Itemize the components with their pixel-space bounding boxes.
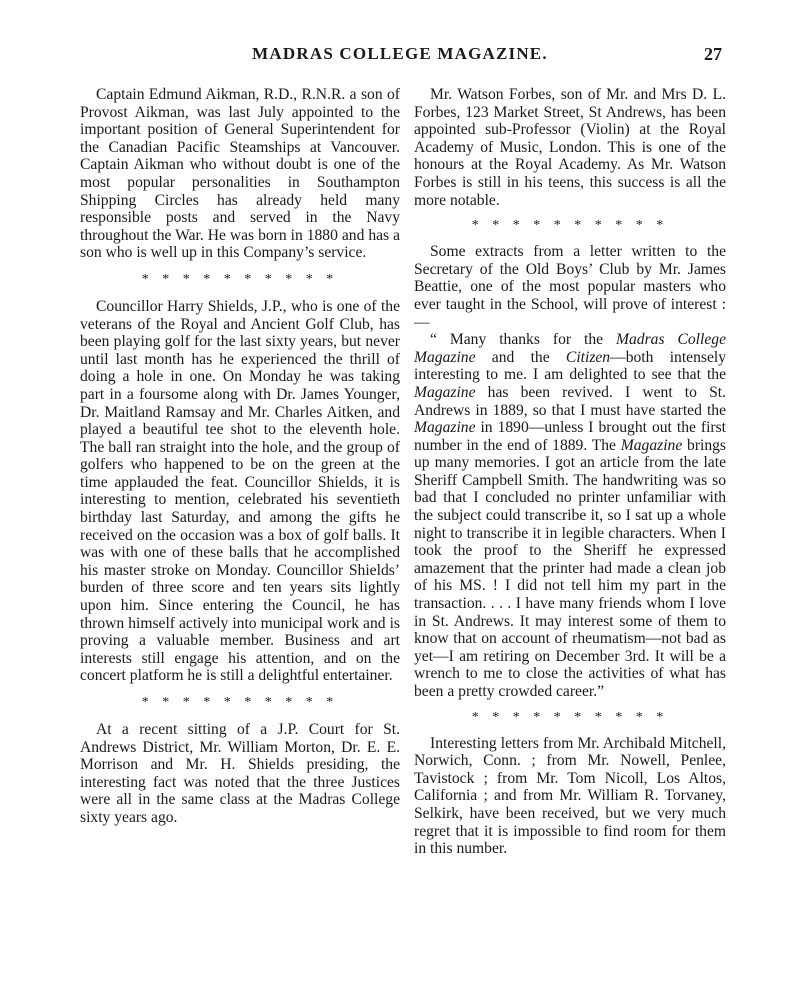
letter-text: has been revived. I went to St. Andrews in 1889, so that I must have started the xyxy=(414,383,726,419)
magazine-title: Madras College Magazine xyxy=(414,331,726,366)
right-column xyxy=(414,86,726,858)
citizen-title: Citizen xyxy=(565,348,611,366)
aikman-paragraph: Captain Edmund Aikman, R.D., R.N.R. a son of Provost Aikman, was last July appointed to the important position of General Superintendent for the Canadian Pacific Steamships at Vancouver. Captain Aikman who without doubt is one of the most popular personalities in Southampton Shipping Circles has already held many responsible posts and served in the Navy throughout the War. He was born in 1880 and has a son who is well up in this Company’s service. xyxy=(80,86,400,262)
beattie-letter-paragraph xyxy=(414,331,726,700)
shields-paragraph: Councillor Harry Shields, J.P., who is one of the veterans of the Royal and Ancient Golf Club, has been playing golf for the last sixty years, but never until last month has he experienced the thrill of doing a hole in one. On Monday he was taking part in a foursome along with Dr. James Younger, Dr. Maitland Ramsay and Mr. Charles Aitken, and played a beautiful tee shot to the eleventh hole. The ball ran straight into the hole, and the group of golfers who happened to be on the green at the time applauded the feat. Councillor Shields, it is interesting to mention, celebrated his seventieth birthday last Saturday, and among the gifts he received on the occasion was a box of golf balls. It was with one of these balls that he accomplished his master stroke on Monday. Councillor Shields’ burden of three score and ten years sits lightly upon him. Since entering the Council, he has thrown himself actively into municipal work and is proving a valuable member. Business and art interests still engage his attention, and on the concert platform he is still a delightful entertainer. xyxy=(80,297,400,685)
letters-paragraph: Interesting letters from Mr. Archibald Mitchell, Norwich, Conn. ; from Mr. Nowell, Penlee, Tavistock ; from Mr. Tom Nicoll, Los Altos, California ; and from Mr. William R. Torvaney, Selkirk, have been received, but we very much regret that it is impossible to find room for them in this number. xyxy=(414,734,726,858)
separator-stars: * * * * * * * * * * xyxy=(471,218,669,234)
court-paragraph: At a recent sitting of a J.P. Court for St. Andrews District, Mr. William Morton, Dr. E. E. Morrison and Mr. H. Shields presiding, the interesting fact was noted that the three Justices were all in the same class at the Madras College sixty years ago. xyxy=(80,721,400,826)
page-header xyxy=(0,44,800,68)
letter-text: in 1890—unless I brought out the first number in the end of 1889. The xyxy=(414,419,726,454)
separator-stars: * * * * * * * * * * xyxy=(141,271,339,287)
magazine-title: Magazine xyxy=(620,436,683,454)
letter-text: —both intensely interesting to me. I am delighted to see that the xyxy=(414,348,727,384)
letter-text: brings up many memories. I got an article from the late Sheriff Campbell Smith. The handwriting was so bad that I concluded no printer unfamiliar with the subject could transcribe it, so I sat up a whole night to transcribe it in legible characters. When I took the proof to the Sheriff he expressed amazement that the printer had made a clean job of his MS. ! I did not tell him my part in the transaction. . . . I have many friends whom I love in St. Andrews. It may interest some of them to know that on account of rheumatism—not bad as yet—I am retiring on December 3rd. It will be a wrench to me to close the activities of what has been a pretty crowded career.” xyxy=(414,436,727,700)
magazine-title: Magazine xyxy=(414,383,476,401)
separator-stars: * * * * * * * * * * xyxy=(141,695,339,710)
letter-text: and the xyxy=(475,348,566,366)
page-number: 27 xyxy=(704,44,722,64)
letter-text: “ Many thanks for the xyxy=(430,331,617,349)
beattie-intro-paragraph: Some extracts from a letter written to the Secretary of the Old Boys’ Club by Mr. James Beattie, one of the most popular masters who ever taught in the School, will prove of interest :— xyxy=(414,243,726,331)
forbes-paragraph: Mr. Watson Forbes, son of Mr. and Mrs D. L. Forbes, 123 Market Street, St Andrews, has been appointed sub-Professor (Violin) at the Royal Academy of Music, London. This is one of the honours at the Royal Academy. As Mr. Watson Forbes is still in his teens, this success is all the more notable. xyxy=(414,86,726,209)
magazine-title: Magazine xyxy=(414,419,476,437)
separator-stars: * * * * * * * * * * xyxy=(471,709,669,725)
left-column xyxy=(80,86,400,827)
running-title: MADRAS COLLEGE MAGAZINE. xyxy=(252,44,548,63)
